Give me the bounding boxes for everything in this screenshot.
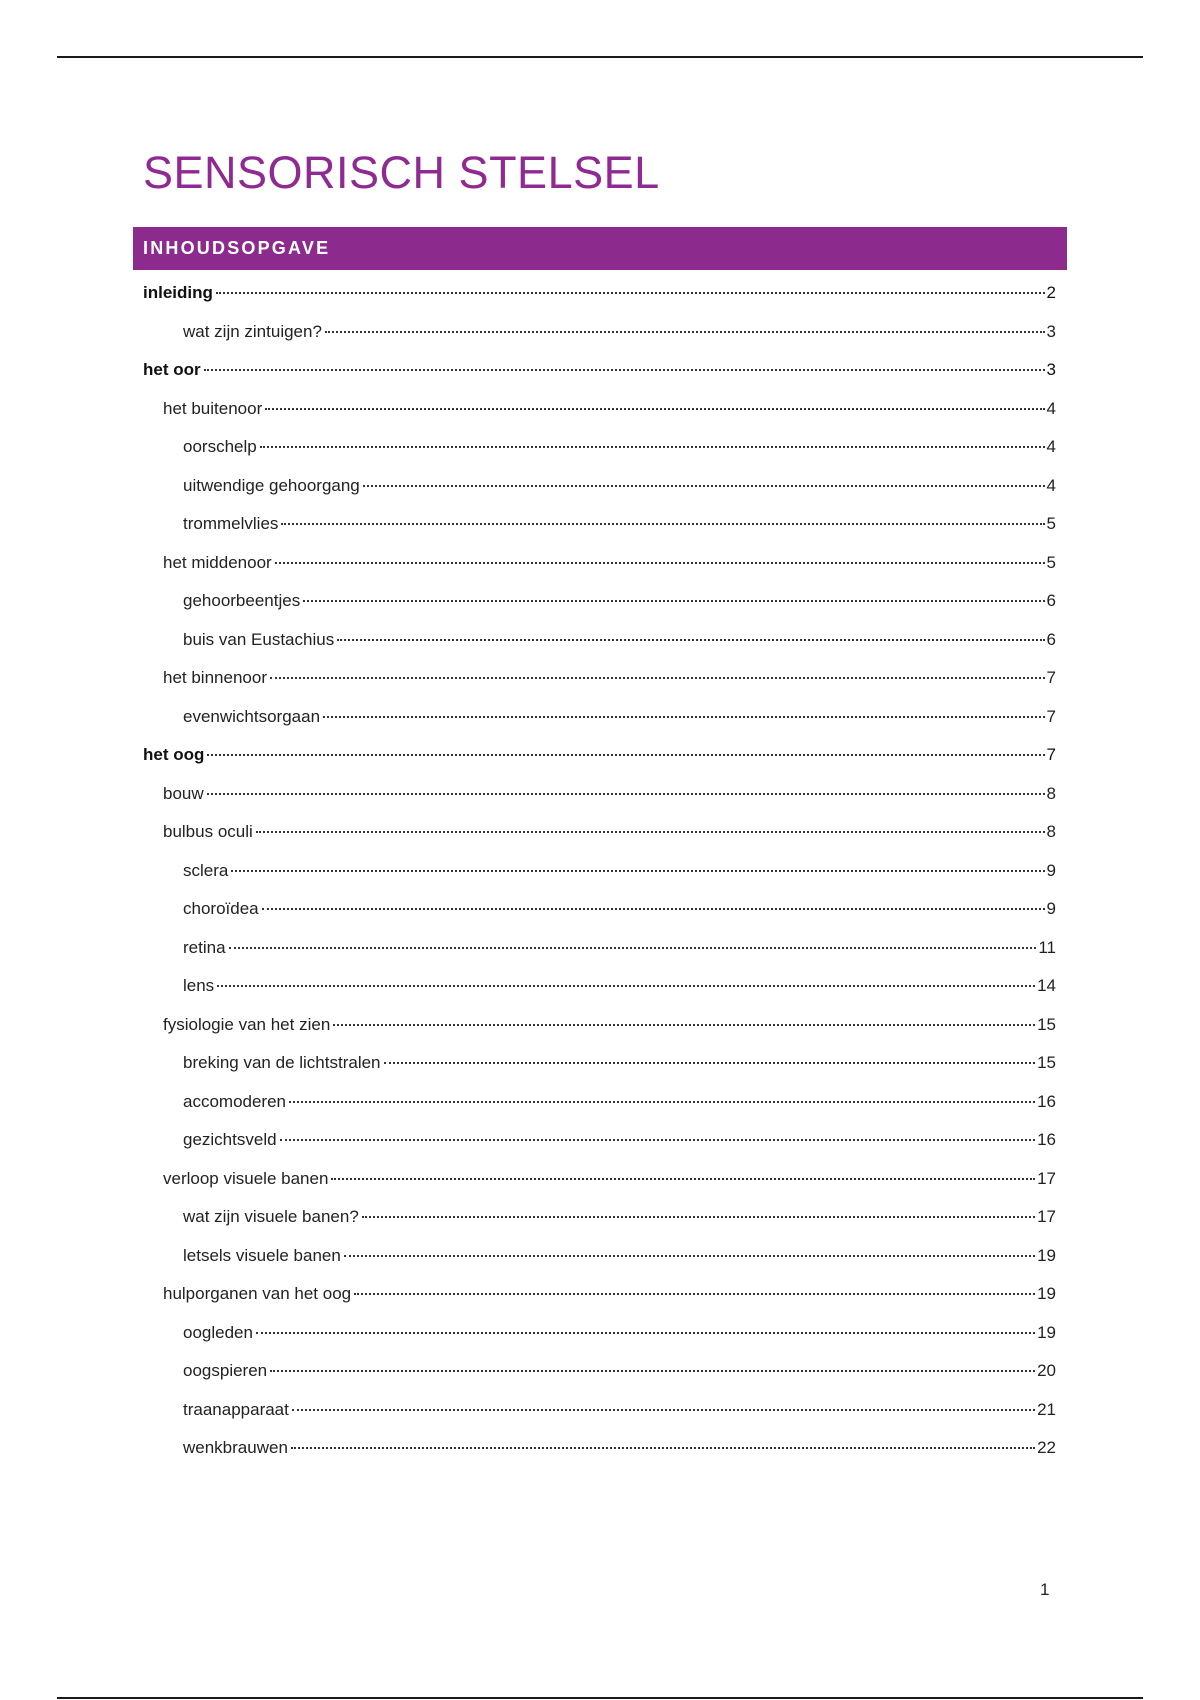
- toc-entry[interactable]: [143, 775, 1056, 814]
- toc-entry-label: bouw: [163, 783, 204, 803]
- toc-entry-label: lens: [183, 976, 215, 995]
- toc-entry[interactable]: [143, 428, 1056, 467]
- toc-entry[interactable]: [143, 736, 1056, 775]
- toc-entry-page-number: 14: [1037, 976, 1056, 995]
- toc-dot-leader: [354, 1293, 1035, 1295]
- toc-entry-page-number: 6: [1046, 629, 1056, 649]
- toc-entry-label: wenkbrauwen: [183, 1438, 288, 1457]
- toc-entry[interactable]: [143, 1083, 1056, 1122]
- toc-entry[interactable]: [143, 929, 1056, 968]
- toc-entry-page-number: 11: [1038, 937, 1056, 957]
- toc-entry[interactable]: [143, 313, 1056, 352]
- toc-dot-leader: [333, 1024, 1035, 1026]
- toc-entry-label: het binnenoor: [163, 668, 267, 687]
- toc-entry[interactable]: [143, 544, 1056, 583]
- toc-entry-label: oorschelp: [183, 437, 257, 456]
- toc-entry-label: oogspieren: [183, 1361, 268, 1380]
- toc-entry-page-number: 20: [1037, 1361, 1056, 1380]
- toc-dot-leader: [292, 1409, 1035, 1411]
- toc-entry-label: letsels visuele banen: [183, 1245, 341, 1265]
- toc-entry-page-number: 9: [1046, 860, 1056, 880]
- toc-entry[interactable]: [143, 505, 1056, 544]
- toc-entry-page-number: 19: [1037, 1322, 1056, 1342]
- toc-dot-leader: [289, 1101, 1035, 1103]
- toc-entry[interactable]: [143, 274, 1056, 313]
- toc-entry-label: trommelvlies: [183, 514, 279, 533]
- document-page: [133, 0, 1067, 1700]
- toc-entry-page-number: 4: [1046, 437, 1056, 456]
- toc-dot-leader: [325, 331, 1045, 333]
- toc-entry[interactable]: [143, 351, 1056, 390]
- table-of-contents: [143, 274, 1056, 1468]
- toc-entry-page-number: 7: [1046, 745, 1056, 764]
- toc-entry-label: oogleden: [183, 1322, 253, 1342]
- toc-entry[interactable]: [143, 890, 1056, 929]
- document-title: SENSORISCH STELSEL: [143, 147, 660, 198]
- toc-entry[interactable]: [143, 852, 1056, 891]
- toc-entry-page-number: 15: [1037, 1014, 1056, 1034]
- toc-entry-label: gehoorbeentjes: [183, 591, 301, 610]
- toc-entry[interactable]: [143, 1121, 1056, 1160]
- toc-entry-page-number: 22: [1037, 1438, 1056, 1457]
- toc-dot-leader: [363, 485, 1045, 487]
- toc-entry-page-number: 7: [1046, 668, 1056, 687]
- toc-entry[interactable]: [143, 582, 1056, 621]
- toc-entry-page-number: 5: [1046, 514, 1056, 533]
- footer-rule: [57, 1697, 1143, 1699]
- toc-entry-label: gezichtsveld: [183, 1130, 277, 1149]
- toc-entry[interactable]: [143, 967, 1056, 1006]
- toc-heading: INHOUDSOPGAVE: [143, 238, 331, 258]
- toc-entry-page-number: 9: [1046, 899, 1056, 918]
- toc-dot-leader: [265, 408, 1044, 410]
- toc-entry-label: sclera: [183, 860, 229, 880]
- toc-entry-label: het oog: [143, 745, 205, 764]
- toc-entry-label: evenwichtsorgaan: [183, 706, 321, 726]
- toc-entry-page-number: 4: [1046, 475, 1056, 495]
- toc-entry-page-number: 3: [1046, 321, 1056, 341]
- toc-heading-bar: [133, 227, 1067, 270]
- toc-entry-page-number: 2: [1046, 283, 1056, 302]
- toc-dot-leader: [303, 600, 1044, 602]
- toc-entry[interactable]: [143, 1006, 1056, 1045]
- toc-dot-leader: [281, 523, 1044, 525]
- toc-entry[interactable]: [143, 1160, 1056, 1199]
- toc-entry-page-number: 19: [1037, 1284, 1056, 1303]
- toc-entry-page-number: 8: [1046, 822, 1056, 841]
- toc-entry-label: het oor: [143, 360, 201, 379]
- toc-entry-page-number: 3: [1046, 360, 1056, 379]
- toc-dot-leader: [362, 1216, 1035, 1218]
- toc-dot-leader: [207, 754, 1044, 756]
- toc-entry-label: choroïdea: [183, 899, 259, 918]
- toc-entry-page-number: 4: [1046, 398, 1056, 418]
- toc-dot-leader: [256, 1332, 1035, 1334]
- toc-entry-label: wat zijn zintuigen?: [183, 321, 322, 341]
- toc-entry-page-number: 17: [1037, 1168, 1056, 1188]
- toc-dot-leader: [229, 947, 1037, 949]
- toc-entry[interactable]: [143, 1352, 1056, 1391]
- toc-dot-leader: [344, 1255, 1035, 1257]
- toc-entry-label: het middenoor: [163, 552, 272, 572]
- toc-dot-leader: [291, 1447, 1035, 1449]
- toc-dot-leader: [275, 562, 1045, 564]
- toc-entry-page-number: 7: [1046, 706, 1056, 726]
- toc-dot-leader: [323, 716, 1045, 718]
- toc-entry-page-number: 15: [1037, 1053, 1056, 1072]
- toc-entry-label: verloop visuele banen: [163, 1168, 329, 1188]
- toc-entry[interactable]: [143, 1391, 1056, 1430]
- toc-entry[interactable]: [143, 1314, 1056, 1353]
- page-number: 1: [1040, 1580, 1050, 1599]
- toc-dot-leader: [270, 677, 1045, 679]
- toc-entry[interactable]: [143, 621, 1056, 660]
- toc-entry-label: hulporganen van het oog: [163, 1284, 352, 1303]
- toc-entry-page-number: 16: [1037, 1091, 1056, 1111]
- toc-entry-page-number: 5: [1046, 552, 1056, 572]
- toc-entry[interactable]: [143, 467, 1056, 506]
- toc-entry[interactable]: [143, 1198, 1056, 1237]
- toc-entry[interactable]: [143, 1237, 1056, 1276]
- toc-entry-label: breking van de lichtstralen: [183, 1053, 381, 1072]
- toc-dot-leader: [204, 369, 1045, 371]
- toc-entry-label: wat zijn visuele banen?: [183, 1207, 359, 1226]
- toc-entry-page-number: 6: [1046, 591, 1056, 610]
- toc-dot-leader: [384, 1062, 1036, 1064]
- toc-entry-label: retina: [183, 937, 226, 957]
- toc-entry[interactable]: [143, 1275, 1056, 1314]
- toc-dot-leader: [270, 1370, 1035, 1372]
- toc-dot-leader: [260, 446, 1045, 448]
- toc-entry-page-number: 19: [1037, 1245, 1056, 1265]
- toc-entry-label: traanapparaat: [183, 1399, 289, 1419]
- toc-dot-leader: [207, 793, 1045, 795]
- toc-entry-page-number: 21: [1037, 1399, 1056, 1419]
- toc-dot-leader: [216, 292, 1045, 294]
- toc-entry-label: fysiologie van het zien: [163, 1014, 331, 1034]
- toc-entry-label: het buitenoor: [163, 398, 263, 418]
- toc-dot-leader: [262, 908, 1045, 910]
- toc-dot-leader: [331, 1178, 1035, 1180]
- toc-entry-label: buis van Eustachius: [183, 629, 335, 649]
- toc-dot-leader: [217, 985, 1035, 987]
- toc-dot-leader: [231, 870, 1044, 872]
- toc-entry[interactable]: [143, 1429, 1056, 1468]
- toc-entry[interactable]: [143, 659, 1056, 698]
- toc-entry[interactable]: [143, 698, 1056, 737]
- toc-entry-label: uitwendige gehoorgang: [183, 475, 360, 495]
- toc-entry[interactable]: [143, 813, 1056, 852]
- toc-dot-leader: [337, 639, 1044, 641]
- toc-entry-page-number: 8: [1046, 783, 1056, 803]
- toc-dot-leader: [256, 831, 1045, 833]
- toc-entry-label: accomoderen: [183, 1091, 287, 1111]
- toc-entry-page-number: 16: [1037, 1130, 1056, 1149]
- toc-dot-leader: [280, 1139, 1036, 1141]
- toc-entry-label: inleiding: [143, 283, 213, 302]
- toc-entry-label: bulbus oculi: [163, 822, 253, 841]
- toc-entry[interactable]: [143, 1044, 1056, 1083]
- toc-entry[interactable]: [143, 390, 1056, 429]
- toc-entry-page-number: 17: [1037, 1207, 1056, 1226]
